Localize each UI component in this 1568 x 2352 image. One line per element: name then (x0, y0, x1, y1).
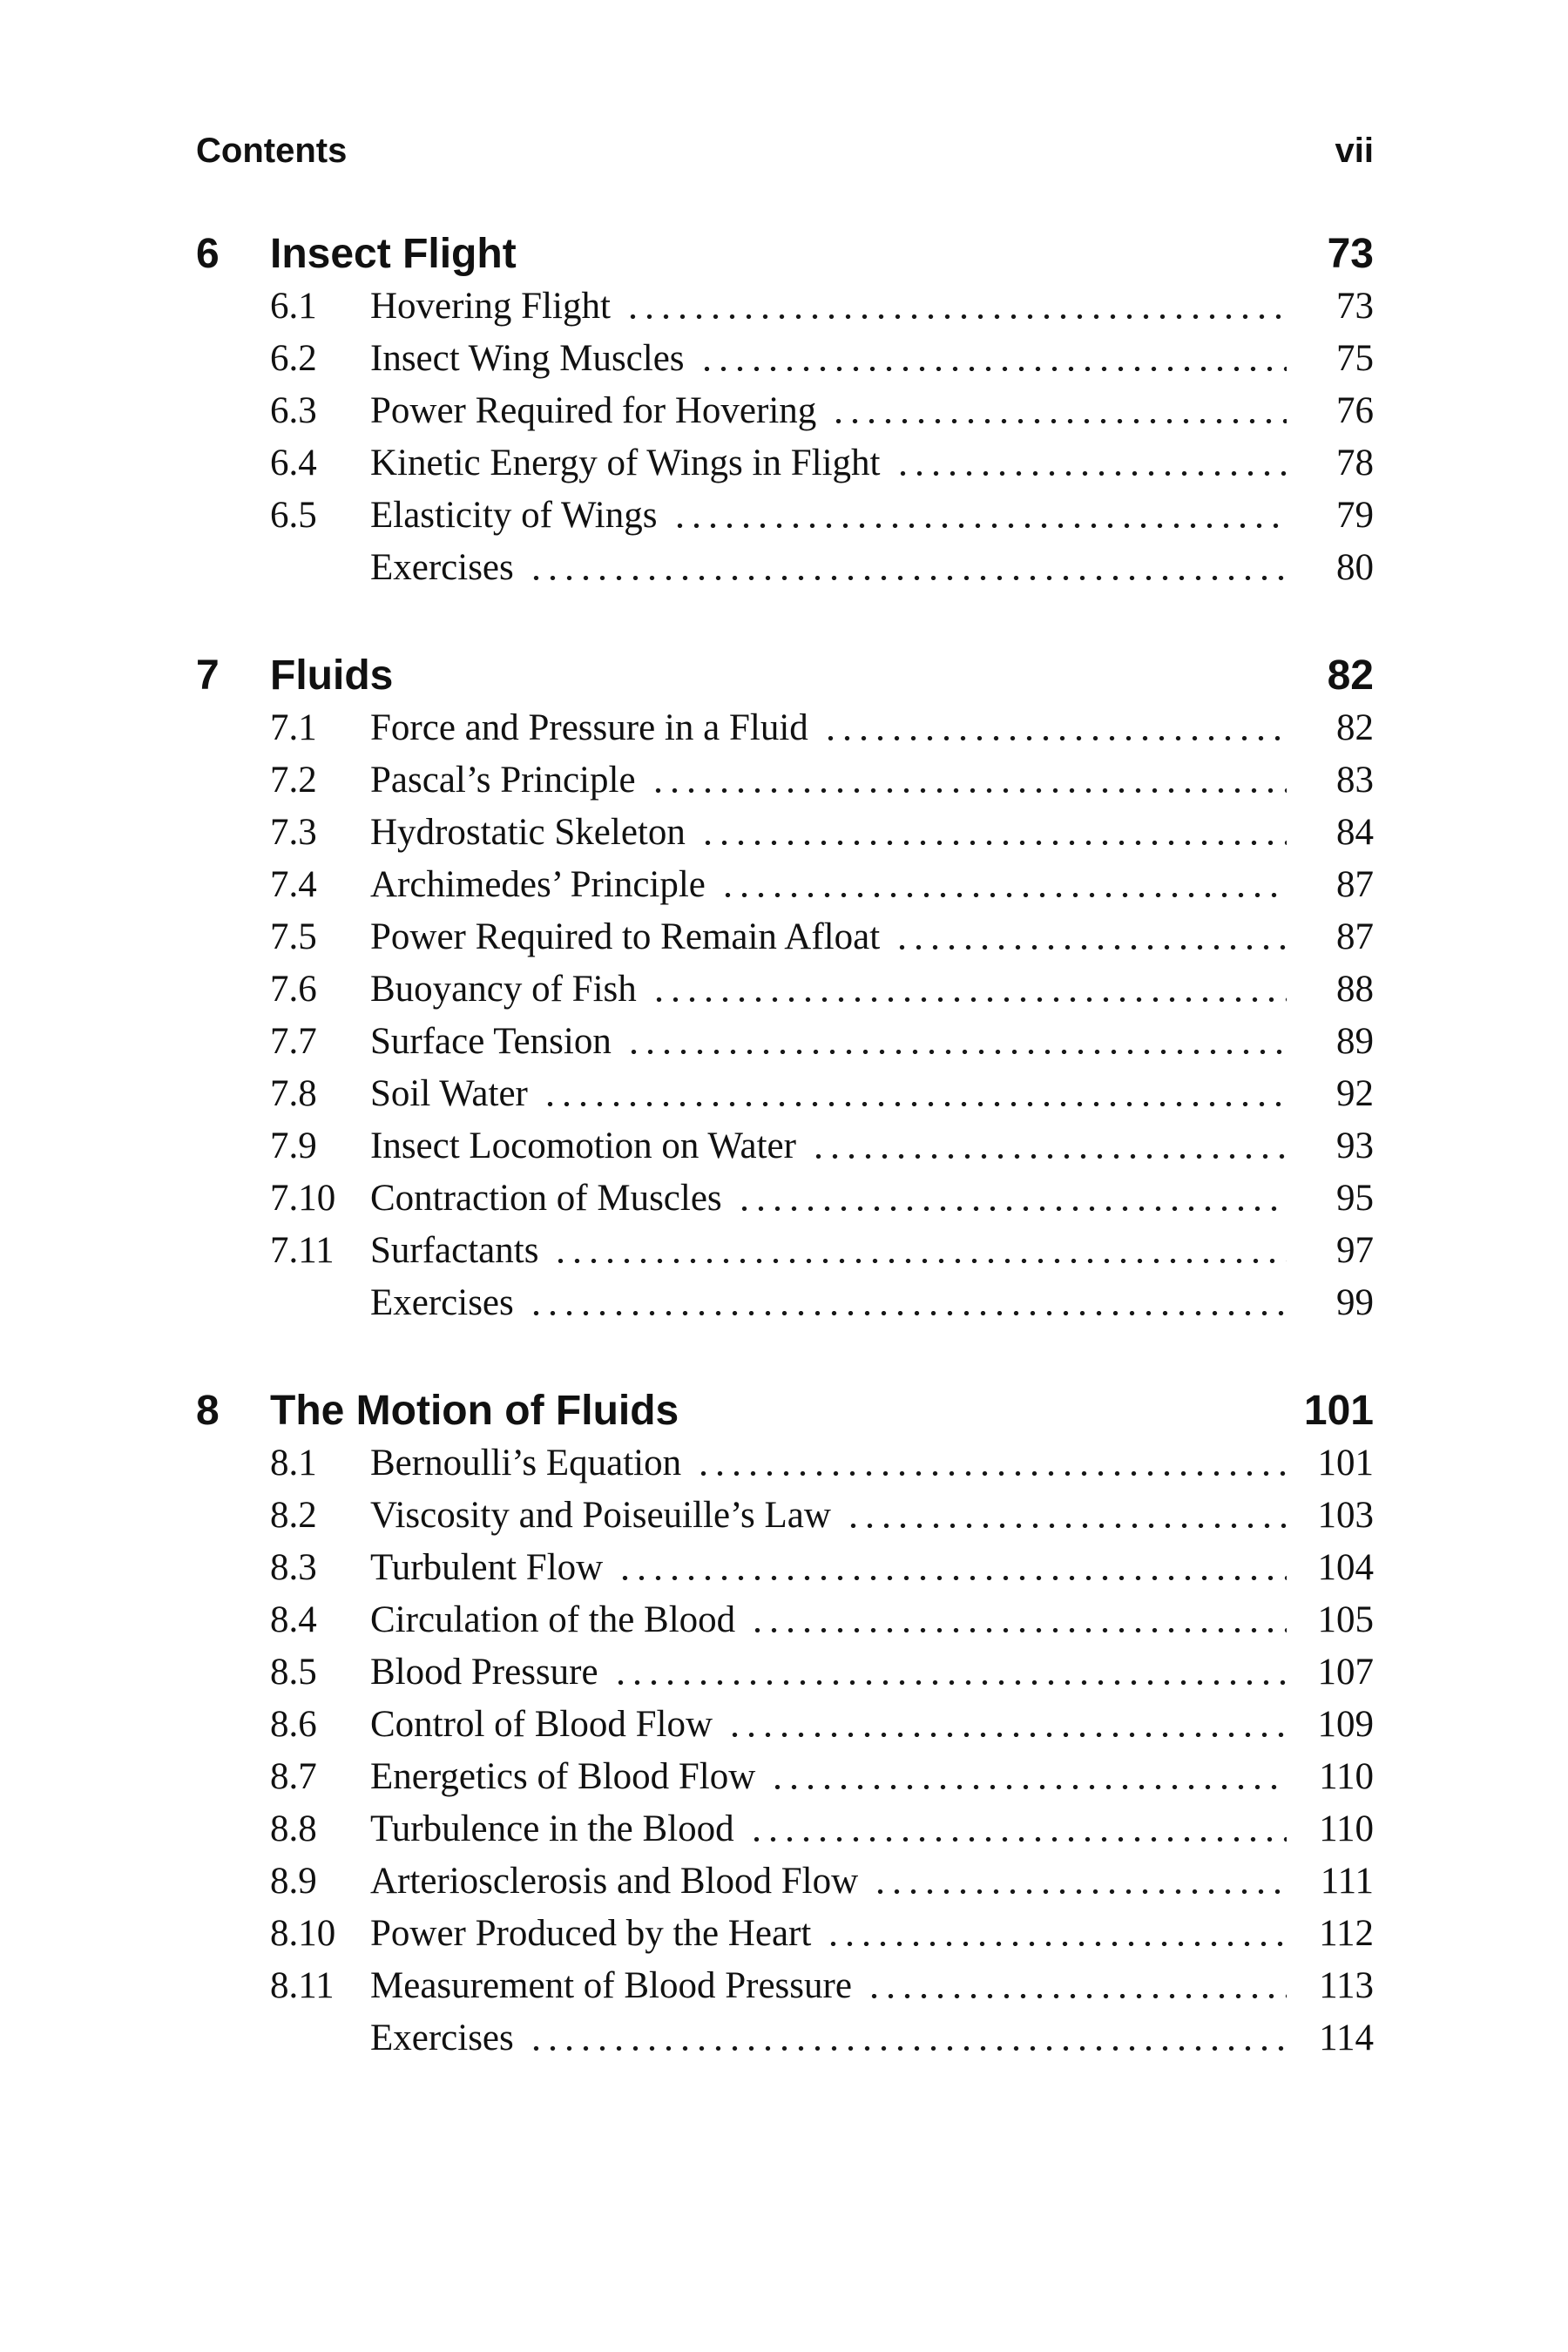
toc-row (196, 1751, 1374, 1803)
toc-row (196, 437, 1374, 490)
dot-leader (892, 911, 1287, 963)
toc-row (196, 280, 1374, 333)
section-number: 7.11 (270, 1230, 335, 1271)
section-page-number: 76 (1336, 390, 1374, 431)
section-title: Archimedes’ Principle (370, 864, 706, 905)
toc-row (196, 1594, 1374, 1646)
section-title: Kinetic Energy of Wings in Flight (370, 443, 881, 483)
table-of-contents (196, 228, 1374, 2065)
page-header (196, 131, 1374, 171)
dot-leader (718, 859, 1287, 911)
toc-row (196, 859, 1374, 911)
dot-leader (808, 1120, 1287, 1173)
section-number: 8.10 (270, 1913, 336, 1954)
section-title: Viscosity and Poiseuille’s Law (370, 1495, 831, 1536)
section-page-number: 84 (1336, 812, 1374, 853)
dot-leader (611, 1646, 1287, 1699)
running-head-contents: Contents (196, 132, 348, 170)
dot-leader (526, 2012, 1287, 2065)
toc-row (196, 385, 1374, 437)
chapter-number: 7 (196, 652, 220, 699)
toc-row (196, 1068, 1374, 1120)
section-title: Hovering Flight (370, 286, 611, 327)
section-title: Insect Locomotion on Water (370, 1125, 796, 1166)
section-number: 7.8 (270, 1073, 317, 1114)
section-number: 6.1 (270, 286, 317, 327)
toc-row (196, 1908, 1374, 1960)
chapter-sections (196, 1437, 1374, 2065)
section-page-number: 87 (1336, 916, 1374, 957)
dot-leader (526, 1277, 1287, 1329)
section-page-number: 99 (1336, 1282, 1374, 1323)
section-title: Exercises (370, 1282, 514, 1323)
chapter-number: 8 (196, 1388, 220, 1434)
section-number: 6.3 (270, 390, 317, 431)
toc-row (196, 2012, 1374, 2065)
chapter-title: The Motion of Fluids (270, 1388, 679, 1434)
section-number: 8.3 (270, 1547, 317, 1588)
section-title: Bernoulli’s Equation (370, 1443, 682, 1484)
section-number: 7.7 (270, 1021, 317, 1062)
chapter-heading (196, 1385, 1374, 1437)
toc-row (196, 1490, 1374, 1542)
toc-row (196, 1016, 1374, 1068)
section-title: Turbulent Flow (370, 1547, 604, 1588)
section-number (270, 542, 370, 594)
dot-leader (843, 1490, 1287, 1542)
dot-leader (693, 1437, 1287, 1490)
section-number: 6.4 (270, 443, 317, 483)
dot-leader (893, 437, 1288, 490)
dot-leader (747, 1803, 1287, 1855)
section-number: 8.1 (270, 1443, 317, 1484)
section-page-number: 111 (1320, 1861, 1374, 1902)
dot-leader (624, 1016, 1287, 1068)
chapter-heading (196, 650, 1374, 702)
dot-leader (648, 754, 1287, 807)
toc-row (196, 1699, 1374, 1751)
section-page-number: 107 (1317, 1652, 1374, 1693)
section-number: 6.5 (270, 495, 317, 536)
section-page-number: 103 (1317, 1495, 1374, 1536)
section-title: Hydrostatic Skeleton (370, 812, 686, 853)
toc-row (196, 807, 1374, 859)
section-number: 8.6 (270, 1704, 317, 1745)
section-page-number: 105 (1317, 1599, 1374, 1640)
folio-page-number: vii (1335, 132, 1374, 170)
section-page-number: 73 (1336, 286, 1374, 327)
dot-leader (823, 1908, 1287, 1960)
dot-leader (623, 280, 1287, 333)
dot-leader (725, 1699, 1287, 1751)
dot-leader (526, 542, 1287, 594)
toc-row (196, 1803, 1374, 1855)
dot-leader (747, 1594, 1287, 1646)
section-number: 7.2 (270, 760, 317, 801)
toc-page (196, 0, 1374, 2065)
chapter-sections (196, 702, 1374, 1329)
dot-leader (551, 1225, 1287, 1277)
section-number: 7.3 (270, 812, 317, 853)
toc-row (196, 1437, 1374, 1490)
section-number: 7.9 (270, 1125, 317, 1166)
toc-row (196, 1120, 1374, 1173)
section-page-number: 95 (1336, 1178, 1374, 1219)
dot-leader (870, 1855, 1287, 1908)
section-title: Soil Water (370, 1073, 528, 1114)
dot-leader (734, 1173, 1287, 1225)
dot-leader (767, 1751, 1287, 1803)
dot-leader (698, 807, 1287, 859)
section-page-number: 110 (1319, 1808, 1374, 1849)
section-page-number: 110 (1319, 1756, 1374, 1797)
toc-row (196, 1855, 1374, 1908)
section-title: Turbulence in the Blood (370, 1808, 734, 1849)
chapter-heading (196, 228, 1374, 280)
section-page-number: 93 (1336, 1125, 1374, 1166)
chapter-number: 6 (196, 231, 220, 277)
section-page-number: 80 (1336, 547, 1374, 588)
dot-leader (670, 490, 1288, 542)
section-page-number: 101 (1317, 1443, 1374, 1484)
dot-leader (828, 385, 1287, 437)
section-page-number: 109 (1317, 1704, 1374, 1745)
toc-row (196, 1646, 1374, 1699)
chapter-block (196, 1385, 1374, 2065)
section-title: Power Required to Remain Afloat (370, 916, 881, 957)
toc-row (196, 542, 1374, 594)
section-number: 8.11 (270, 1965, 335, 2006)
chapter-sections (196, 280, 1374, 594)
section-title: Power Required for Hovering (370, 390, 817, 431)
section-page-number: 92 (1336, 1073, 1374, 1114)
chapter-block (196, 228, 1374, 594)
section-title: Insect Wing Muscles (370, 338, 685, 379)
chapter-page-number: 82 (1327, 652, 1374, 699)
section-title: Blood Pressure (370, 1652, 598, 1693)
section-title: Energetics of Blood Flow (370, 1756, 756, 1797)
section-number: 8.5 (270, 1652, 317, 1693)
toc-row (196, 1542, 1374, 1594)
section-number: 7.10 (270, 1178, 336, 1219)
dot-leader (649, 963, 1287, 1016)
chapter-page-number: 101 (1303, 1388, 1374, 1434)
section-title: Exercises (370, 547, 514, 588)
chapter-title: Fluids (270, 652, 394, 699)
section-page-number: 87 (1336, 864, 1374, 905)
chapter-block (196, 650, 1374, 1329)
toc-row (196, 911, 1374, 963)
toc-row (196, 1960, 1374, 2012)
section-page-number: 89 (1336, 1021, 1374, 1062)
section-title: Control of Blood Flow (370, 1704, 713, 1745)
toc-row (196, 1173, 1374, 1225)
section-page-number: 113 (1319, 1965, 1374, 2006)
section-title: Surface Tension (370, 1021, 612, 1062)
section-title: Arteriosclerosis and Blood Flow (370, 1861, 859, 1902)
toc-row (196, 702, 1374, 754)
dot-leader (615, 1542, 1287, 1594)
section-page-number: 88 (1336, 969, 1374, 1010)
section-title: Force and Pressure in a Fluid (370, 707, 808, 748)
section-page-number: 112 (1319, 1913, 1374, 1954)
toc-row (196, 1277, 1374, 1329)
section-page-number: 83 (1336, 760, 1374, 801)
section-title: Contraction of Muscles (370, 1178, 722, 1219)
toc-row (196, 1225, 1374, 1277)
section-number: 8.7 (270, 1756, 317, 1797)
toc-row (196, 754, 1374, 807)
section-number (270, 1277, 370, 1329)
section-number: 7.4 (270, 864, 317, 905)
dot-leader (540, 1068, 1287, 1120)
section-page-number: 78 (1336, 443, 1374, 483)
section-page-number: 82 (1336, 707, 1374, 748)
section-page-number: 104 (1317, 1547, 1374, 1588)
section-title: Exercises (370, 2017, 514, 2058)
section-page-number: 79 (1336, 495, 1374, 536)
section-number: 6.2 (270, 338, 317, 379)
section-number: 8.9 (270, 1861, 317, 1902)
section-title: Pascal’s Principle (370, 760, 636, 801)
toc-row (196, 333, 1374, 385)
section-title: Circulation of the Blood (370, 1599, 736, 1640)
section-number: 7.1 (270, 707, 317, 748)
section-title: Surfactants (370, 1230, 539, 1271)
section-title: Measurement of Blood Pressure (370, 1965, 852, 2006)
section-page-number: 97 (1336, 1230, 1374, 1271)
section-title: Power Produced by the Heart (370, 1913, 812, 1954)
section-number (270, 2012, 370, 2065)
toc-row (196, 963, 1374, 1016)
section-number: 8.8 (270, 1808, 317, 1849)
dot-leader (697, 333, 1287, 385)
chapter-title: Insect Flight (270, 231, 517, 277)
section-page-number: 114 (1319, 2017, 1374, 2058)
section-title: Buoyancy of Fish (370, 969, 637, 1010)
section-number: 8.2 (270, 1495, 317, 1536)
section-page-number: 75 (1336, 338, 1374, 379)
section-number: 8.4 (270, 1599, 317, 1640)
section-number: 7.6 (270, 969, 317, 1010)
chapter-page-number: 73 (1327, 231, 1374, 277)
toc-row (196, 490, 1374, 542)
section-title: Elasticity of Wings (370, 495, 658, 536)
dot-leader (821, 702, 1287, 754)
section-number: 7.5 (270, 916, 317, 957)
dot-leader (864, 1960, 1287, 2012)
